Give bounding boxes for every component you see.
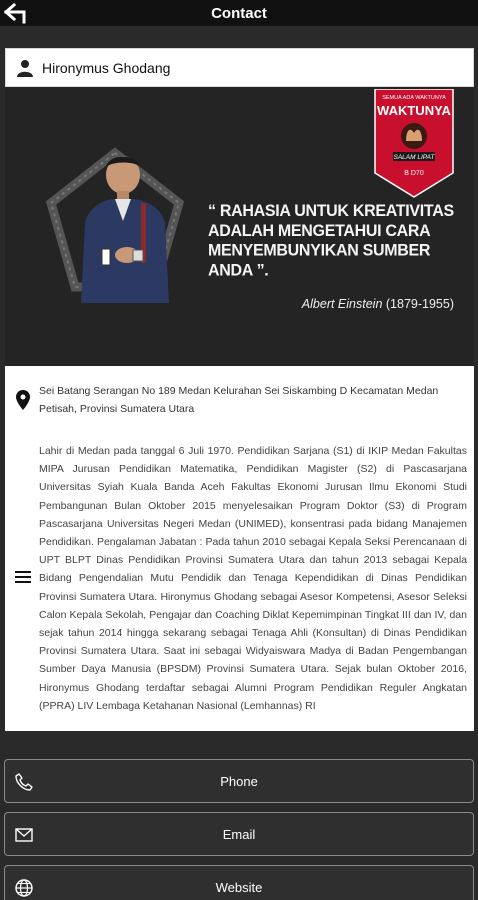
badge-top-text: SEMUA ADA WAKTUNYA [382, 95, 446, 101]
quote-banner [5, 87, 474, 366]
spacer [0, 26, 478, 48]
person-icon [16, 59, 34, 77]
phone-button[interactable] [4, 759, 474, 803]
badge-number: B D70 [404, 170, 424, 177]
quote-text: “ RAHASIA UNTUK KREATIVITAS ADALAH MENGETAHUI CARA MENYEMBUNYIKAN SUMBER ANDA ”. [208, 202, 454, 280]
location-pin-icon [16, 390, 30, 410]
author-name: Albert Einstein [301, 297, 383, 311]
email-label: Email [222, 827, 256, 842]
badge-slogan: SALAM LIPAT [393, 154, 435, 161]
phone-label: Phone [220, 774, 258, 789]
email-button[interactable] [4, 812, 474, 856]
portrait-image [71, 151, 177, 303]
biography-text: Lahir di Medan pada tanggal 6 Juli 1970. Pendidikan Sarjana (S1) di IKIP Medan Fakultas MIPA Jurusan Pendidikan Matematika, Pendidikan Magister (S2) di Pascasarjana Universitas Syiah Kuala Banda Aceh Fakultas Ekonomi Jurusan Ilmu Ekonomi Studi Pembangunan Bulan Oktober 2015 menyelesaikan Program Doktor (S3) di Program Pascasarjana Universitas Negeri Medan (UNIMED), konsentrasi pada bidang Manajemen Pendidikan. Pengalaman Jabatan : Pada tahun 2010 sebagai Kepala Seksi Perencanaan di UPT BLPT Dinas Pendidikan Provinsi Sumatera Utara dan tahun 2013 sebagai Kepala Bidang Pengendalian Mutu Pendidik dan Tenaga Kependidikan di Dinas Pendidikan Provinsi Sumatera Utara. Hironymus Ghodang sebagai Asesor Kompetensi, Asesor Seleksi Calon Kepala Sekolah, Pengajar dan Coaching Diklat Kepemimpinan Tingkat III dan IV, dan sejak tahun 2014 hingga sekarang sebagai Tenaga Ahli (Konsultan) di Dinas Pendidikan Provinsi Sumatera Utara. Saat ini sebagai Widyaiswara Madya di Badan Pengembangan Sumber Daya Manusia (BPSDM) Provinsi Sumatera Utara. Sejak bulan Oktober 2016, Hironymus Ghodang terdaftar sebagai Alumni Program Pendidikan Reguler Angkatan (PPRA) LIV Lembaga Ketahanan Nasional (Lemhannas) RI [39, 445, 467, 712]
address-text: Sei Batang Serangan No 189 Medan Kelurahan Sei Siskambing D Kecamatan Medan Petisah, Provinsi Sumatera Utara [39, 385, 439, 415]
quote-author [302, 297, 454, 311]
profile-name-row [5, 48, 474, 87]
menu-lines-icon [15, 570, 31, 584]
badge-title: WAKTUNYA [377, 103, 451, 118]
info-card [5, 366, 474, 731]
page-title: Contact [211, 5, 267, 22]
website-label: Website [215, 880, 263, 895]
author-years: (1879-1955) [385, 297, 454, 311]
website-button[interactable] [4, 865, 474, 900]
top-bar [0, 0, 478, 26]
waktunya-badge [373, 89, 455, 199]
profile-name: Hironymus Ghodang [42, 60, 171, 76]
